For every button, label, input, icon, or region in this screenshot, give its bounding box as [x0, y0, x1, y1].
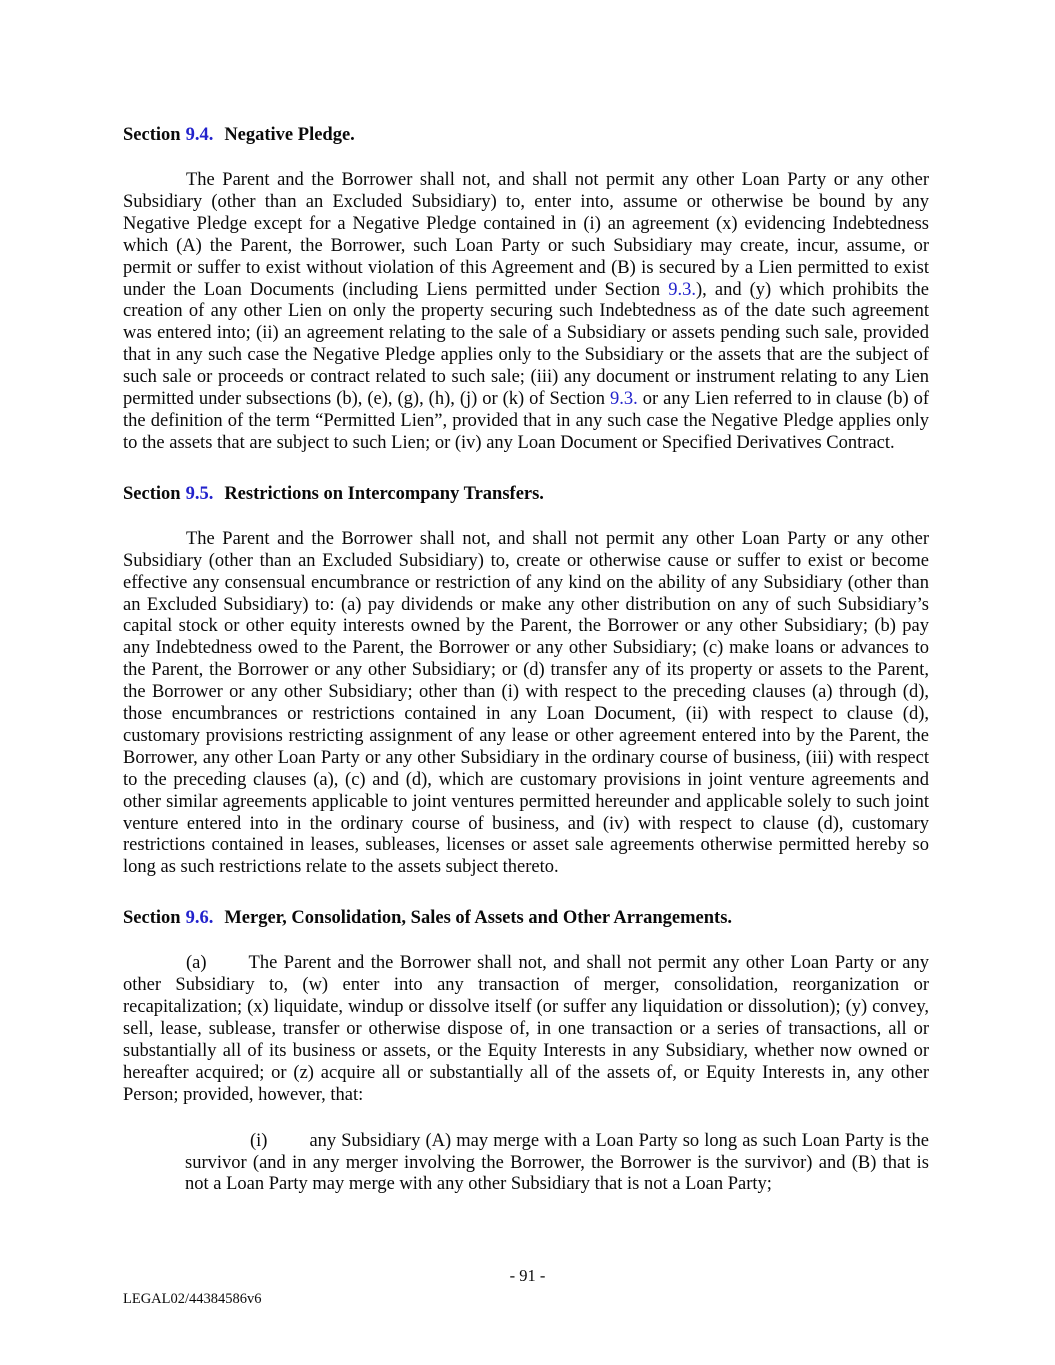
- text-run: The Parent and the Borrower shall not, and shall not permit any other Loan Party or any other Subsidiary (other than an Excluded Subsidiary) to, enter into, assume or otherwise be bound by any Negative Pledge except for a Negative Pledge contained in (i) an agreement (x) evidencing Indebtedness which (A) the Parent, the Borrower, such Loan Party or such Subsidiary may create, incur, assume, or permit or suffer to exist without violation of this Agreement and (B) is secured by a Lien permitted to exist under the Loan Documents (including Liens permitted under Section: [123, 170, 929, 300]
- text-run: The Parent and the Borrower shall not, and shall not permit any other Loan Party or any other Subsidiary to, (w) enter into any transaction of merger, consolidation, reorganization or recapitalization; (x) liquidate, windup or dissolve itself (or suffer any liquidation or dissolution); (y) convey, sell, lease, sublease, transfer or otherwise dispose of, in one transaction or a series of transactions, all or substantially all of its business or assets, or the Equity Interests in any Subsidiary, whether now owned or hereafter acquired; or (z) acquire all or substantially all of the assets of, or Equity Interests in, any other Person; provided, however, that:: [123, 953, 929, 1105]
- section-ref-link[interactable]: 9.3.: [610, 389, 638, 410]
- text-run: or any Lien referred to in clause (b) of the definition of the term “Permitted Lien”, provided that in any such case the Negative Pledge applies only to the assets that are subject to such Lien; or (iv) any Loan Document or Specified Derivatives Contract.: [123, 389, 929, 453]
- paragraph: [185, 1131, 929, 1197]
- paragraph: [123, 170, 929, 455]
- heading-prefix: Section: [123, 483, 181, 504]
- paragraph: [123, 529, 929, 880]
- heading-title: Restrictions on Intercompany Transfers.: [224, 483, 544, 504]
- section-ref-link[interactable]: 9.3.: [668, 279, 696, 300]
- section-number-link[interactable]: 9.4.: [185, 125, 214, 145]
- text-run: any Subsidiary (A) may merge with a Loan Party so long as such Loan Party is the survivor (and in any merger involving the Borrower, the Borrower is the survivor) and (B) that is not a Loan Party may merge with any other Subsidiary that is not a Loan Party;: [185, 1130, 929, 1195]
- section-heading: [123, 483, 929, 505]
- section-heading: [123, 124, 929, 146]
- text-run: The Parent and the Borrower shall not, and shall not permit any other Loan Party or any other Subsidiary (other than an Excluded Subsidiary) to, create or otherwise cause or suffer to exist or become effective any consensual encumbrance or restriction of any kind on the ability of any Subsidiary (other than an Excluded Subsidiary) to: (a) pay dividends or make any other distribution on any of such Subsidiary’s capital stock or other equity interests owned by the Parent, the Borrower or any other Subsidiary; (b) pay any Indebtedness owed to the Parent, the Borrower or any other Subsidiary; (c) make loans or advances to the Parent, the Borrower or any other Subsidiary; or (d) transfer any of its property or assets to the Parent, the Borrower or any other Subsidiary; other than (i) with respect to the preceding clauses (a) through (d), those encumbrances or restrictions contained in any Loan Document, (ii) with respect to clause (d), customary provisions restricting assignment of any lease or other agreement entered into by the Parent, the Borrower, any other Loan Party or any other Subsidiary in the ordinary course of business, (iii) with respect to the preceding clauses (a), (c) and (d), which are customary provisions in joint venture agreements and other similar agreements applicable to joint ventures permitted hereunder and applicable solely to such joint venture entered into in the ordinary course of business, and (iv) with respect to clause (d), customary restrictions contained in leases, subleases, licenses or asset sale agreements otherwise permitted hereby so long as such restrictions relate to the assets subject thereto.: [123, 528, 929, 878]
- heading-prefix: Section: [123, 125, 181, 145]
- text-run: (a): [186, 953, 207, 974]
- legal-doc-id: LEGAL02/44384586v6: [123, 1291, 262, 1307]
- section-number-link[interactable]: 9.6.: [185, 908, 214, 929]
- document-body: [123, 124, 929, 1196]
- page-number: - 91 -: [509, 1266, 546, 1285]
- paragraph: [123, 953, 929, 1106]
- heading-title: Negative Pledge.: [224, 125, 355, 145]
- heading-prefix: Section: [123, 908, 181, 929]
- text-run: (i): [250, 1130, 268, 1151]
- section-number-link[interactable]: 9.5.: [185, 483, 214, 504]
- section-heading: [123, 907, 929, 929]
- text-run: ), and (y) which prohibits the creation of any other Lien on only the property securing such Indebtedness as of the date such agreement was entered into; (ii) an agreement relating to the sale of a Subsidiary or assets pending such sale, provided that in any such case the Negative Pledge applies only to the Subsidiary or the assets that are the subject of such sale or proceeds or contract related to such sale; (iii) any document or instrument relating to any Lien permitted under subsections (b), (e), (g), (h), (j) or (k) of Section: [123, 279, 929, 410]
- heading-title: Merger, Consolidation, Sales of Assets and Other Arrangements.: [224, 908, 733, 929]
